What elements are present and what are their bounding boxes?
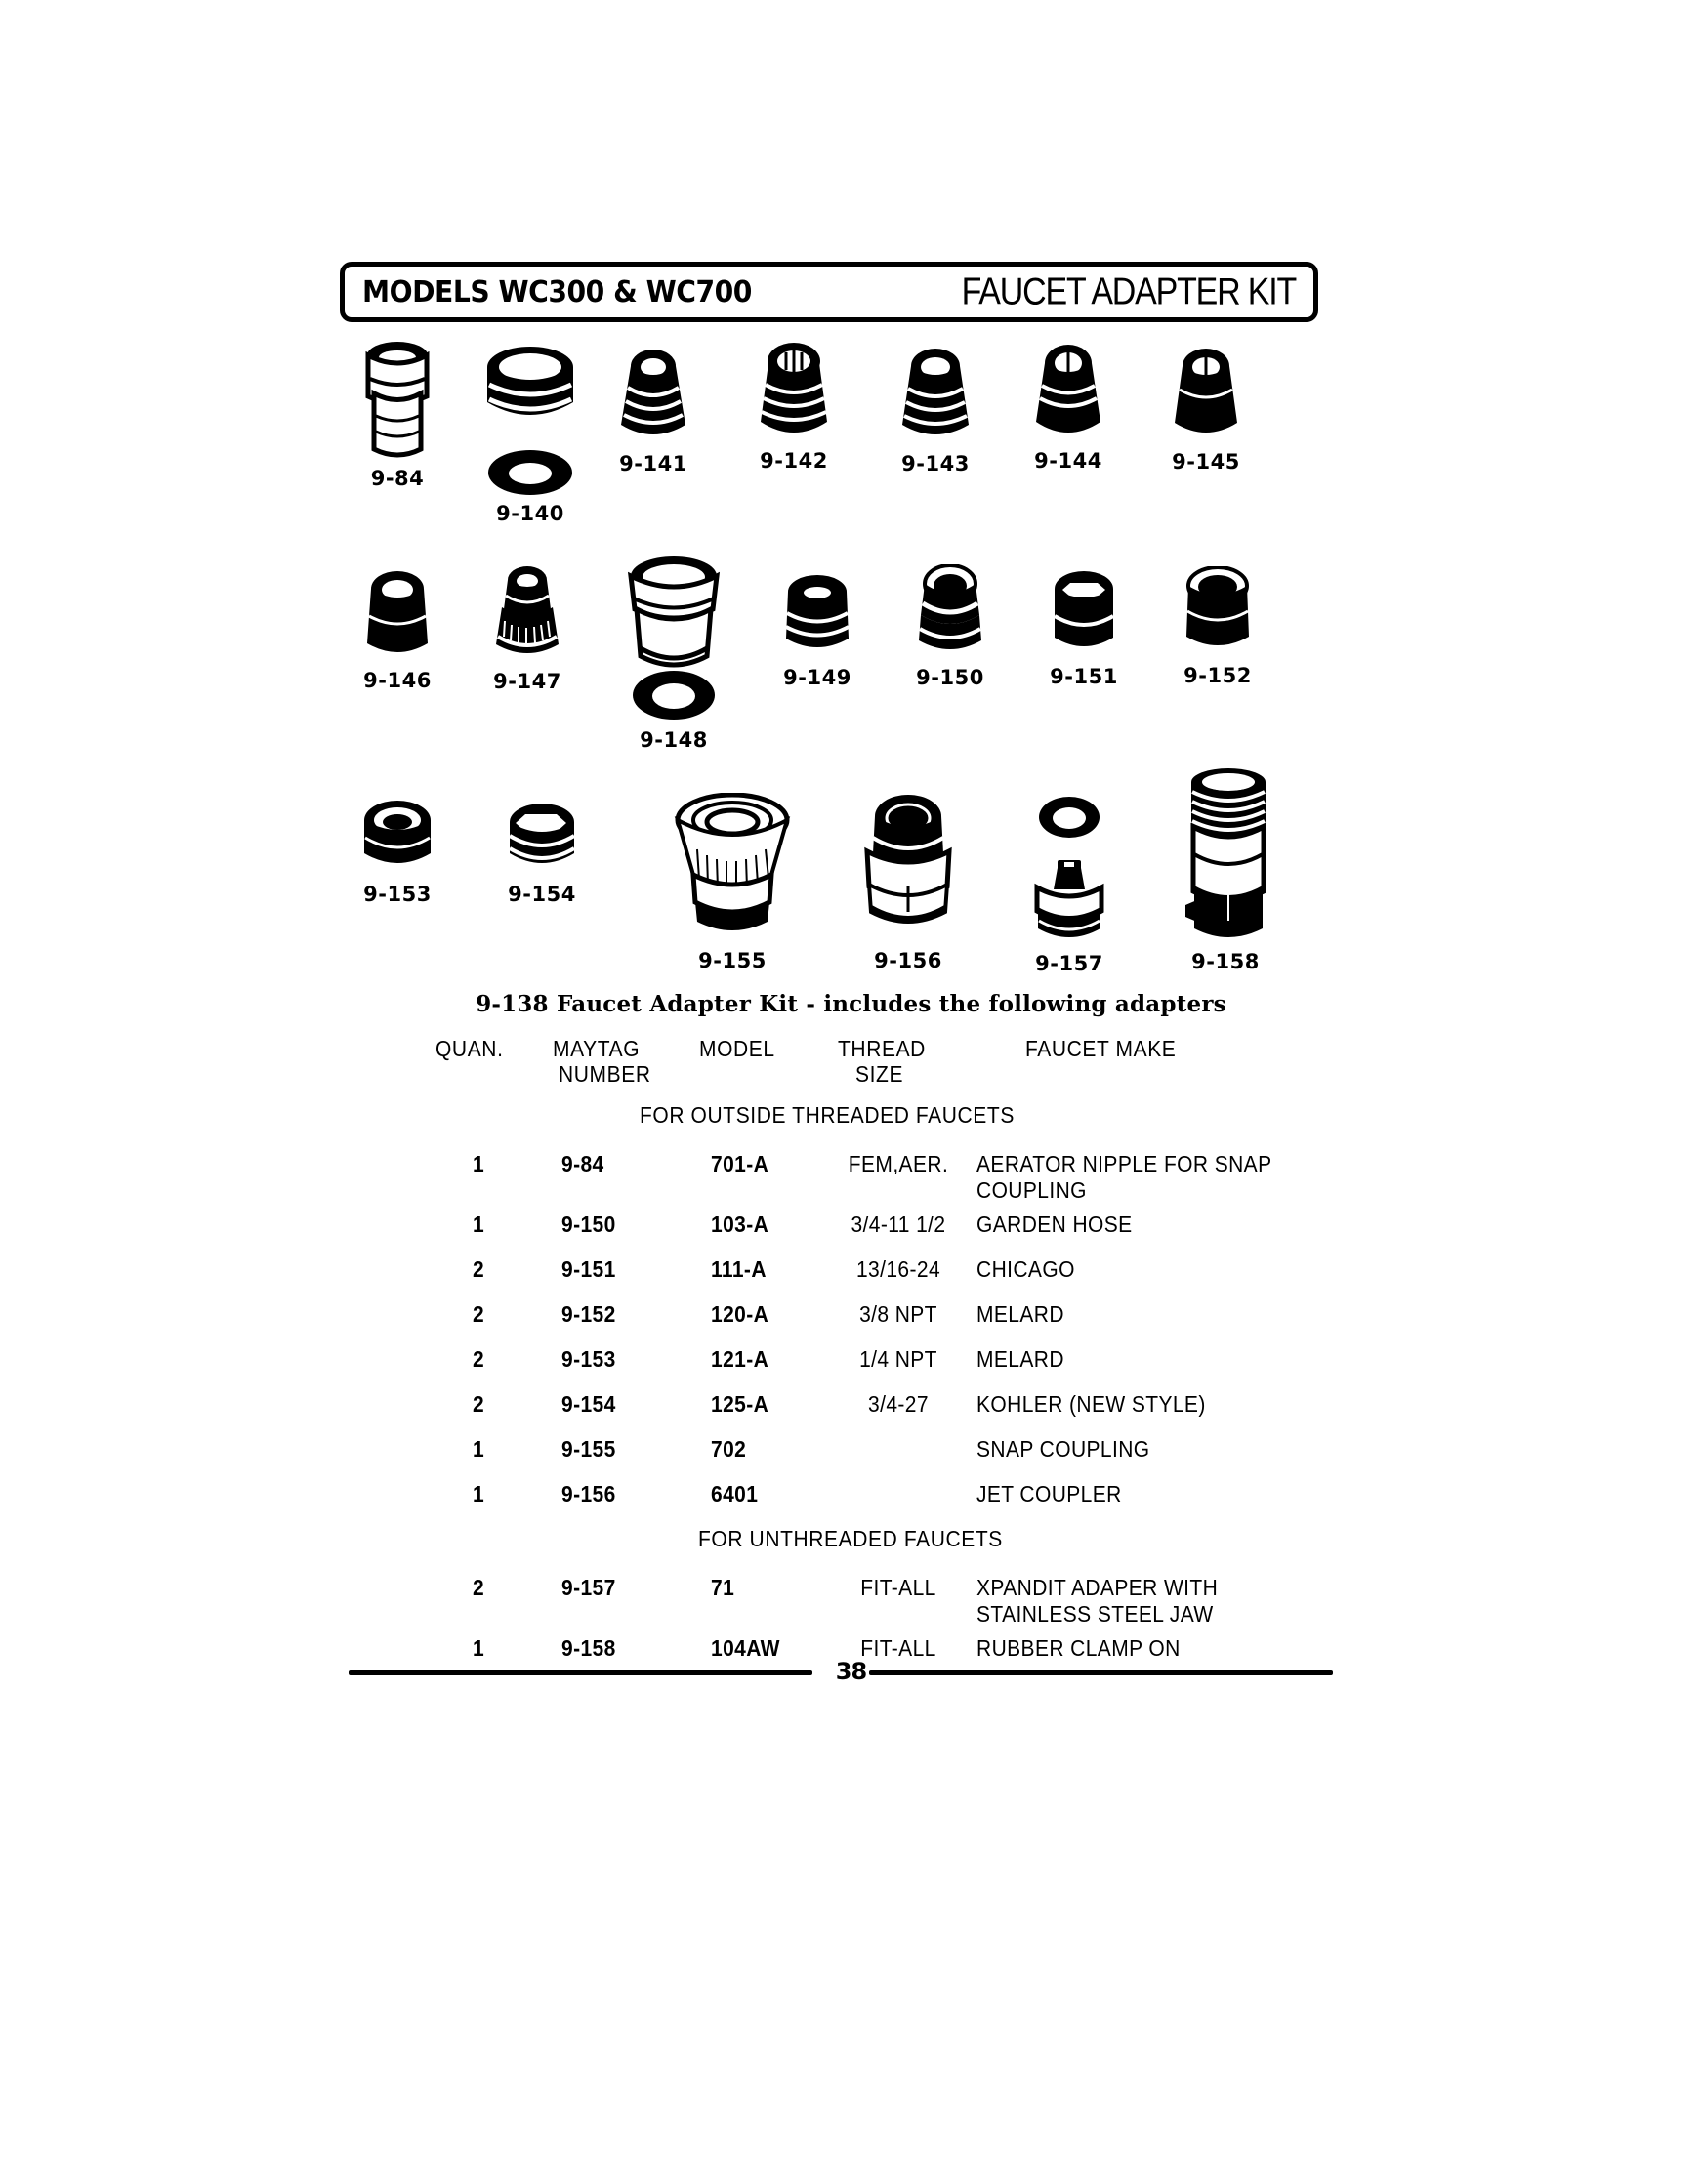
table-row	[0, 1576, 1702, 1628]
adapter-hex-art	[500, 803, 584, 877]
figure-9-149	[764, 574, 871, 711]
figure-9-148	[610, 555, 737, 769]
cell-model: 104AW	[711, 1636, 780, 1662]
figure-label: 9-142	[760, 449, 828, 473]
ring-art	[481, 344, 579, 446]
cell-model: 111-A	[711, 1257, 767, 1283]
table-row	[0, 1257, 1702, 1287]
figure-label: 9-141	[619, 452, 687, 475]
table-row	[0, 1392, 1702, 1422]
cell-thread: FEM,AER.	[848, 1152, 949, 1177]
section-title-outside-threaded: FOR OUTSIDE THREADED FAUCETS	[640, 1103, 1015, 1129]
figure-9-156	[845, 793, 972, 988]
jet-coupler-art	[853, 793, 963, 937]
figure-label: 9-144	[1034, 449, 1102, 473]
adapter-art	[1165, 347, 1247, 444]
figure-label: 9-146	[363, 669, 432, 692]
cell-faucet-make: MELARD	[976, 1302, 1064, 1328]
figure-9-146	[344, 569, 451, 716]
cell-maytag: 9-157	[561, 1576, 616, 1601]
figure-9-151	[1030, 569, 1138, 711]
figure-label: 9-147	[493, 670, 561, 693]
column-header-maytag-2: NUMBER	[559, 1062, 651, 1088]
figure-9-153	[344, 799, 451, 935]
o-ring-art	[1037, 796, 1101, 839]
cell-faucet-make: AERATOR NIPPLE FOR SNAP	[976, 1152, 1272, 1177]
figure-label: 9-151	[1050, 665, 1118, 688]
xpandit-adapter-art	[1027, 854, 1111, 948]
column-header-faucet-make: FAUCET MAKE	[1025, 1037, 1177, 1062]
cell-thread: 3/4-27	[868, 1392, 929, 1418]
figure-9-145	[1152, 347, 1260, 493]
aerator-nipple-art	[361, 340, 434, 459]
figure-label: 9-152	[1183, 664, 1252, 687]
cell-faucet-make: RUBBER CLAMP ON	[976, 1636, 1181, 1662]
table-header-row	[0, 1037, 1702, 1092]
adapter-plain-art	[356, 799, 438, 877]
figure-9-152	[1164, 566, 1271, 711]
cell-thread: FIT-ALL	[860, 1576, 936, 1601]
cell-model: 125-A	[711, 1392, 769, 1418]
cell-faucet-make: GARDEN HOSE	[976, 1213, 1133, 1238]
rubber-clamp-on-art	[1178, 766, 1273, 947]
figure-label: 9-158	[1191, 950, 1260, 973]
figure-9-84	[344, 340, 451, 496]
table-row	[0, 1347, 1702, 1377]
cell-model: 121-A	[711, 1347, 769, 1373]
cell-quantity: 1	[472, 1213, 485, 1238]
figure-label: 9-149	[783, 666, 851, 689]
models-label: MODELS WC300 & WC700	[362, 274, 752, 309]
cell-maytag: 9-84	[561, 1152, 604, 1177]
figure-label: 9-143	[901, 452, 970, 475]
page-footer	[0, 1654, 1702, 1693]
figure-label: 9-84	[370, 467, 425, 490]
figure-9-140	[467, 344, 594, 529]
figure-9-143	[882, 347, 989, 493]
cell-faucet-make-line2: COUPLING	[976, 1178, 1087, 1204]
table-row	[0, 1213, 1702, 1242]
figure-label: 9-145	[1172, 450, 1240, 474]
column-header-quantity: QUAN.	[436, 1037, 504, 1062]
cell-maytag: 9-152	[561, 1302, 616, 1328]
table-row	[0, 1302, 1702, 1332]
cell-quantity: 1	[472, 1482, 485, 1507]
cell-maytag: 9-151	[561, 1257, 616, 1283]
cell-faucet-make: JET COUPLER	[976, 1482, 1122, 1507]
cell-faucet-make: KOHLER (NEW STYLE)	[976, 1392, 1206, 1418]
washer-art	[486, 449, 574, 496]
cell-quantity: 2	[472, 1576, 485, 1601]
cell-faucet-make: CHICAGO	[976, 1257, 1075, 1283]
column-header-thread-1: THREAD	[838, 1037, 926, 1062]
illustration-area	[0, 0, 1702, 986]
section-title-unthreaded: FOR UNTHREADED FAUCETS	[698, 1527, 1003, 1552]
adapter-flat-art	[777, 574, 857, 658]
adapter-plain-art	[358, 569, 436, 663]
figure-label: 9-157	[1035, 952, 1103, 975]
figure-9-158	[1162, 766, 1289, 986]
cell-quantity: 2	[472, 1302, 485, 1328]
cell-thread: 3/4-11 1/2	[851, 1213, 946, 1238]
figure-9-144	[1015, 342, 1122, 493]
cell-faucet-make: SNAP COUPLING	[976, 1437, 1150, 1463]
cell-quantity: 1	[472, 1152, 485, 1177]
figure-9-155	[664, 793, 801, 988]
adapter-art	[613, 347, 693, 446]
cell-model: 120-A	[711, 1302, 769, 1328]
figure-label: 9-154	[508, 883, 576, 906]
figure-label: 9-155	[698, 949, 767, 972]
figure-9-147	[474, 564, 581, 716]
cell-maytag: 9-158	[561, 1636, 616, 1662]
column-header-model: MODEL	[699, 1037, 775, 1062]
cell-faucet-make-line2: STAINLESS STEEL JAW	[976, 1602, 1214, 1628]
cell-thread: FIT-ALL	[860, 1636, 936, 1662]
figure-label: 9-153	[363, 883, 432, 906]
adapter-art	[894, 347, 976, 446]
table-row	[0, 1152, 1702, 1204]
cell-quantity: 2	[472, 1347, 485, 1373]
figure-label: 9-148	[640, 728, 708, 752]
cell-thread: 1/4 NPT	[859, 1347, 937, 1373]
cell-thread: 13/16-24	[855, 1257, 941, 1283]
cell-model: 6401	[711, 1482, 759, 1507]
garden-hose-adapter-art	[909, 564, 991, 660]
cell-thread: 3/8 NPT	[859, 1302, 937, 1328]
figure-9-141	[600, 347, 707, 493]
figure-9-157	[1011, 796, 1128, 986]
parts-table	[0, 1037, 1702, 1662]
adapter-ribbed-art	[753, 340, 835, 445]
figure-label: 9-140	[496, 502, 564, 525]
column-header-thread-2: SIZE	[855, 1062, 904, 1088]
cell-maytag: 9-154	[561, 1392, 616, 1418]
table-row	[0, 1482, 1702, 1511]
cell-model: 702	[711, 1437, 747, 1463]
cell-model: 71	[711, 1576, 735, 1601]
figure-9-142	[740, 340, 848, 496]
column-header-maytag-1: MAYTAG	[553, 1037, 641, 1062]
cell-model: 103-A	[711, 1213, 769, 1238]
adapter-art	[1028, 342, 1108, 445]
cell-faucet-make: XPANDIT ADAPER WITH	[976, 1576, 1219, 1601]
cell-quantity: 2	[472, 1257, 485, 1283]
figure-9-154	[488, 803, 596, 935]
table-row	[0, 1437, 1702, 1466]
washer-art	[631, 670, 717, 721]
snap-coupling-art	[672, 793, 793, 937]
cell-maytag: 9-153	[561, 1347, 616, 1373]
cell-maytag: 9-150	[561, 1213, 616, 1238]
cell-model: 701-A	[711, 1152, 769, 1177]
adapter-hex-art	[1045, 569, 1123, 659]
adapter-stepped-art	[487, 564, 567, 664]
figure-label: 9-156	[874, 949, 942, 972]
cell-quantity: 2	[472, 1392, 485, 1418]
adapter-plain-art	[1178, 566, 1258, 658]
cell-maytag: 9-155	[561, 1437, 616, 1463]
cell-faucet-make: MELARD	[976, 1347, 1064, 1373]
kit-caption: 9-138 Faucet Adapter Kit - includes the following adapters	[476, 991, 1226, 1017]
cell-quantity: 1	[472, 1636, 485, 1662]
page-number: 38	[835, 1658, 867, 1685]
figure-label: 9-150	[916, 666, 984, 689]
figure-9-150	[896, 564, 1004, 711]
page-title: FAUCET ADAPTER KIT	[961, 269, 1296, 313]
cell-maytag: 9-156	[561, 1482, 616, 1507]
cell-quantity: 1	[472, 1437, 485, 1463]
